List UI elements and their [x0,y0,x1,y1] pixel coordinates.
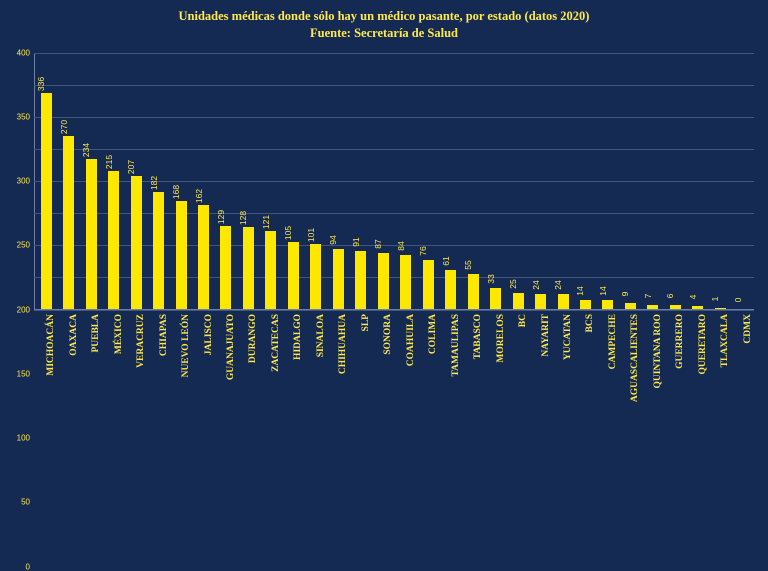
x-axis-tick-label: TAMAULIPAS [450,314,461,377]
x-label-slot [529,312,551,432]
x-label-slot [574,312,596,432]
x-axis-tick-label: ZACATECAS [270,314,281,372]
bar-value-label: 94 [328,234,339,245]
bar-series [35,53,754,309]
bar-slot [574,53,596,309]
x-label-slot [439,312,461,432]
bar[interactable] [485,274,501,309]
x-axis-tick-label: DURANGO [248,314,259,364]
bar-value-label: 182 [148,175,159,191]
bar-slot [102,53,124,309]
x-label-slot [305,312,327,432]
bar-slot [260,53,282,309]
bar-slot [597,53,619,309]
bar-slot [215,53,237,309]
x-axis-tick-label: NAYARIT [540,314,551,357]
y-axis-tick-label: 350 [16,112,30,122]
bar[interactable] [642,293,658,309]
y-axis-tick-label: 50 [21,497,30,507]
bar[interactable] [260,215,276,309]
x-axis-tick-label: COAHUILA [405,314,416,367]
bar-value-label: 4 [687,295,698,300]
bar[interactable] [36,77,52,309]
bar-value-label: 14 [597,286,608,296]
x-axis-tick-label: YUCATAN [563,314,574,361]
x-axis-tick-label: CHIHUAHUA [338,314,349,375]
y-axis-tick-label: 100 [16,433,30,443]
x-label-slot [147,312,169,432]
bar[interactable] [193,188,209,309]
x-label-slot [484,312,506,432]
bar-slot [687,53,709,309]
y-axis-tick-label: 250 [16,240,30,250]
x-label-slot [327,312,349,432]
x-label-slot [619,312,641,432]
bar[interactable] [687,295,703,309]
x-axis-tick-label: HIDALGO [293,314,304,360]
y-axis-tick-label: 200 [16,305,30,314]
bar-value-label: 215 [103,154,114,169]
x-axis-tick-label: MICHOACÁN [46,314,57,376]
bar[interactable] [215,210,231,309]
bar-value-label: 121 [260,215,271,230]
bar-value-label: 7 [642,293,653,298]
bar[interactable] [148,175,164,309]
bar-slot [664,53,686,309]
bar-slot [305,53,327,309]
bar[interactable] [463,259,479,309]
bar[interactable] [508,279,524,309]
bar-slot [484,53,506,309]
bar[interactable] [238,210,254,309]
x-axis-tick-label: QUERETARO [697,314,708,375]
x-label-slot [125,312,147,432]
x-axis-tick-label: QUINTANA ROO [652,314,663,389]
y-axis-tick-label: 0 [25,562,30,571]
bar-slot [529,53,551,309]
x-label-slot [170,312,192,432]
bar[interactable] [597,286,613,309]
y-axis-tick-label: 300 [16,176,30,186]
bar-value-label: 91 [350,236,361,247]
x-axis-tick-label: OAXACA [68,314,79,356]
bar[interactable] [283,225,299,309]
x-label-slot [732,312,754,432]
bar-slot [462,53,484,309]
chart-subtitle: Fuente: Secretaría de Salud [309,26,459,40]
x-label-slot [687,312,709,432]
bar-slot [282,53,304,309]
x-label-slot [417,312,439,432]
bar-value-label: 207 [126,159,137,175]
x-axis-tick-label: PUEBLA [91,314,102,353]
x-axis-tick-label: TABASCO [473,314,484,360]
bar[interactable] [418,246,434,309]
bar[interactable] [395,241,411,309]
bar-slot [439,53,461,309]
x-axis-tick-label: MÉXICO [113,314,124,355]
x-axis-tick-label: MORELOS [495,314,506,363]
x-label-slot [462,312,484,432]
bar[interactable] [171,184,187,309]
bar-value-label: 101 [305,228,316,243]
bar-value-label: 25 [508,279,519,289]
bar-slot [35,53,57,309]
x-axis-tick-label: SONORA [383,314,394,355]
bar[interactable] [103,154,119,309]
bar-value-label: 87 [373,239,384,249]
x-axis-tick-label: SLP [360,314,371,332]
x-label-slot [350,312,372,432]
x-axis-tick-label: JALISCO [203,314,214,356]
x-axis-tick-label: TLAXCALA [720,314,731,368]
bar-slot [507,53,529,309]
chart-title-block [0,8,768,42]
x-axis-tick-label: SINALOA [315,314,326,358]
bar-value-label: 24 [553,279,564,290]
bar[interactable] [575,286,591,309]
x-axis-tick-label: CDMX [742,314,753,344]
bar-slot [350,53,372,309]
bar-value-label: 24 [530,279,541,290]
bar-value-label: 0 [732,297,743,303]
bar-slot [372,53,394,309]
bar-slot [237,53,259,309]
x-axis-tick-label: CAMPECHE [607,314,618,370]
x-label-slot [395,312,417,432]
bar-value-label: 234 [81,142,92,157]
bar-slot [619,53,641,309]
x-label-slot [709,312,731,432]
bar-value-label: 33 [485,274,496,284]
bar-slot [57,53,79,309]
bar-slot [327,53,349,309]
bar-slot [80,53,102,309]
bar-value-label: 336 [36,77,47,92]
bar[interactable] [81,142,97,309]
bar-slot [642,53,664,309]
x-label-slot [552,312,574,432]
chart-title: Unidades médicas donde sólo hay un médico pasante, por estado (datos 2020) [178,9,590,23]
bar-value-label: 128 [238,210,249,225]
x-axis-labels [35,312,754,432]
x-label-slot [237,312,259,432]
bar-value-label: 14 [575,286,586,296]
bar-value-label: 270 [58,119,69,134]
bar-value-label: 162 [193,188,204,204]
y-axis-tick-label: 400 [16,48,30,57]
x-axis-tick-label: COLIMA [428,314,439,355]
x-axis-tick-label: VERACRUZ [136,314,147,368]
x-label-slot [192,312,214,432]
x-axis-tick-label: GUANAJUATO [225,314,236,381]
x-axis-tick-label: BC [518,314,529,328]
bar[interactable] [665,293,681,309]
y-axis-tick-label: 150 [16,369,30,379]
x-label-slot [80,312,102,432]
bar-slot [709,53,731,309]
bar[interactable] [710,296,726,309]
x-label-slot [35,312,57,432]
bar-slot [147,53,169,309]
x-label-slot [507,312,529,432]
bar-slot [125,53,147,309]
x-label-slot [597,312,619,432]
x-label-slot [642,312,664,432]
bar-slot [395,53,417,309]
bar[interactable] [553,279,569,309]
bar-slot [552,53,574,309]
bar-value-label: 168 [171,184,182,200]
bar-value-label: 76 [418,246,429,256]
bar-slot [732,53,754,309]
bar-slot [417,53,439,309]
bar[interactable] [373,239,389,309]
bar-value-label: 1 [710,296,721,302]
bar-value-label: 61 [440,256,451,266]
x-label-slot [372,312,394,432]
x-axis-tick-label: CHIAPAS [158,314,169,357]
x-label-slot [215,312,237,432]
x-label-slot [102,312,124,432]
x-label-slot [282,312,304,432]
bar[interactable] [530,279,546,309]
bar[interactable] [58,119,74,309]
x-label-slot [260,312,282,432]
bar-value-label: 84 [395,241,406,251]
bar-slot [170,53,192,309]
bar-value-label: 105 [283,225,294,240]
bar-value-label: 9 [620,291,631,297]
x-axis-tick-label: NUEVO LEÓN [181,314,192,378]
bar[interactable] [305,228,321,309]
x-axis-tick-label: GUERRERO [675,314,686,369]
bar[interactable] [328,234,344,309]
bar-value-label: 129 [215,210,226,225]
x-label-slot [664,312,686,432]
bar-slot [192,53,214,309]
bar[interactable] [350,236,366,309]
bar-value-label: 6 [665,293,676,299]
x-axis-tick-label: BCS [585,314,596,333]
bar[interactable] [620,291,636,309]
bar[interactable] [126,159,142,309]
bar-value-label: 55 [463,259,474,270]
x-label-slot [57,312,79,432]
bar[interactable] [440,256,456,309]
x-axis-tick-label: AGUASCALIENTES [630,314,641,403]
